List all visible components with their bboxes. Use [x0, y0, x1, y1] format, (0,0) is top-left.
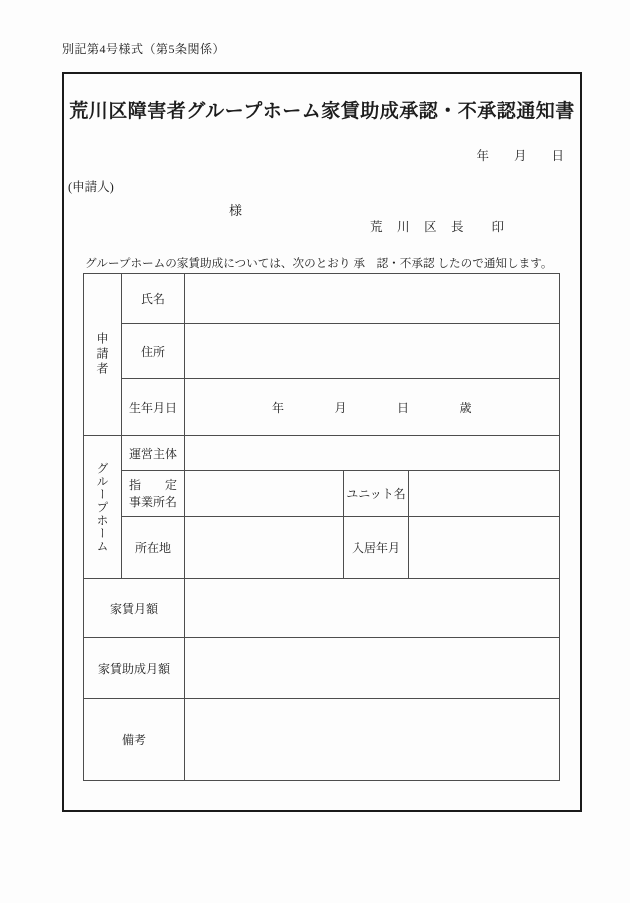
- table-row: [84, 324, 560, 379]
- table-row: [84, 579, 560, 638]
- location-label: 所在地: [122, 517, 185, 579]
- name-label: 氏名: [122, 274, 185, 324]
- document-title: 荒川区障害者グループホーム家賃助成承認・不承認通知書: [69, 101, 575, 122]
- table-row: [84, 379, 560, 436]
- monthly-rent-label: 家賃月額: [84, 579, 185, 638]
- monthly-rent-value-cell: [185, 579, 560, 638]
- operator-value-cell: [185, 436, 560, 471]
- issue-date-line: 年 月 日: [476, 149, 564, 163]
- table-row: [84, 471, 560, 517]
- form-outer-border: [62, 72, 582, 812]
- honorific-sama: 様: [229, 203, 243, 218]
- table-row: [84, 274, 560, 324]
- move-in-date-label: 入居年月: [344, 517, 409, 579]
- name-value-cell: [185, 274, 560, 324]
- group-home-group-label: グループホーム: [84, 436, 122, 579]
- move-in-date-value-cell: [409, 517, 560, 579]
- notice-sentence: グループホームの家賃助成については、次のとおり 承 認・不承認 したので通知します。: [85, 257, 553, 270]
- designated-office-label-line1: 指 定: [128, 477, 177, 492]
- applicant-label: (申請人): [68, 180, 114, 194]
- designated-office-label: [122, 471, 185, 517]
- form-number-label: 別記第4号様式（第5条関係）: [62, 42, 226, 56]
- remarks-label: 備考: [84, 699, 185, 781]
- form-table: [83, 273, 560, 781]
- monthly-subsidy-value-cell: [185, 638, 560, 699]
- unit-name-value-cell: [409, 471, 560, 517]
- table-row: [84, 517, 560, 579]
- mayor-signature-line: 荒 川 区 長 印: [370, 220, 506, 234]
- birth-date-label: 生年月日: [122, 379, 185, 436]
- unit-name-label: ユニット名: [344, 471, 409, 517]
- address-label: 住所: [122, 324, 185, 379]
- table-row: [84, 699, 560, 781]
- birth-date-value-cell: 年 月 日 歳: [185, 379, 560, 436]
- remarks-value-cell: [185, 699, 560, 781]
- operator-label: 運営主体: [122, 436, 185, 471]
- designated-office-value-cell: [185, 471, 344, 517]
- location-value-cell: [185, 517, 344, 579]
- table-row: [84, 638, 560, 699]
- table-row: [84, 436, 560, 471]
- monthly-subsidy-label: 家賃助成月額: [84, 638, 185, 699]
- address-value-cell: [185, 324, 560, 379]
- designated-office-label-line2: 事業所名: [128, 494, 177, 509]
- applicant-group-label: 申請者: [84, 274, 122, 436]
